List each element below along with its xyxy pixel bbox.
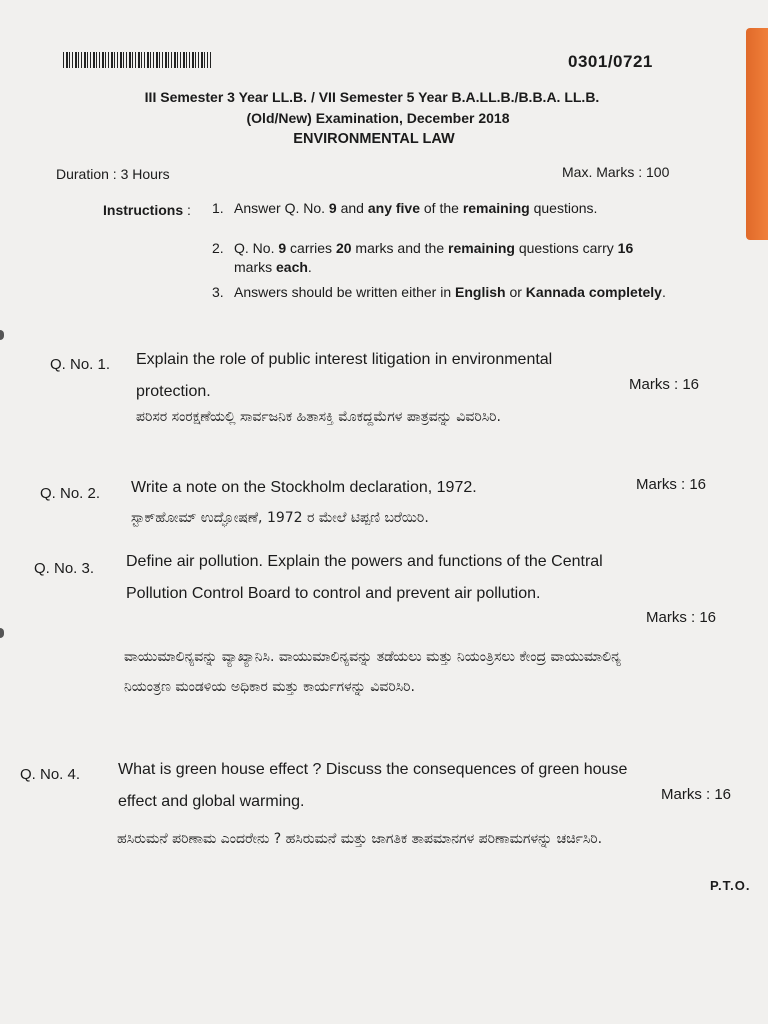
question-4-marks: Marks : 16 — [661, 786, 732, 803]
instruction-number: 2. — [212, 240, 224, 256]
barcode — [63, 52, 211, 68]
instruction-text: Q. No. — [234, 240, 279, 256]
instruction-emphasis: 9 — [328, 200, 337, 216]
instruction-1 — [212, 199, 614, 218]
punch-hole-mark — [0, 330, 4, 340]
instruction-emphasis: 9 — [278, 240, 287, 256]
instruction-emphasis: remaining — [462, 200, 530, 216]
instruction-emphasis: Kannada — [525, 284, 585, 300]
instruction-text: questions. — [529, 200, 598, 216]
punch-hole-mark — [0, 628, 4, 638]
question-3-marks: Marks : 16 — [646, 609, 717, 626]
question-4-kannada: ಹಸಿರುಮನೆ ಪರಿಣಾಮ ಎಂದರೇನು ? ಹಸಿರುಮನೆ ಮತ್ತು ಜಾಗತಿಕ ತಾಪಮಾನಗಳ ಪರಿಣಾಮಗಳನ್ನು ಚರ್ಚಿಸಿರಿ. — [117, 831, 603, 847]
question-1-marks: Marks : 16 — [629, 376, 700, 393]
instruction-text: carries — [286, 240, 336, 256]
instruction-text: . — [661, 284, 666, 300]
question-3-label: Q. No. 3. — [34, 560, 95, 577]
question-1-label: Q. No. 1. — [50, 356, 111, 373]
question-2-label: Q. No. 2. — [40, 485, 101, 502]
duration: Duration : 3 Hours — [56, 166, 170, 182]
pto-label: P.T.O. — [710, 878, 751, 893]
instruction-emphasis: any five — [367, 200, 420, 216]
question-4-text: What is green house effect ? Discuss the consequences of green house effect and global warming. — [118, 761, 628, 810]
instruction-emphasis: 20 — [335, 240, 352, 256]
paper-code: 0301/0721 — [568, 52, 653, 71]
question-4-label: Q. No. 4. — [20, 766, 81, 783]
instruction-emphasis: English — [455, 284, 506, 300]
instruction-text: questions carry — [514, 240, 618, 256]
exam-course-line: III Semester 3 Year LL.B. / VII Semester 5 Year B.A.LL.B./B.B.A. LL.B. — [144, 89, 600, 105]
question-1-kannada: ಪರಿಸರ ಸಂರಕ್ಷಣೆಯಲ್ಲಿ ಸಾರ್ವಜನಿಕ ಹಿತಾಸಕ್ತಿ ಮೊಕದ್ದಮೆಗಳ ಪಾತ್ರವನ್ನು ವಿವರಿಸಿರಿ. — [136, 409, 501, 425]
instruction-emphasis: each — [276, 259, 308, 275]
instruction-emphasis: completely — [588, 284, 662, 300]
question-3-text: Define air pollution. Explain the powers and functions of the Central Pollution Control Board to control and prevent air pollution. — [126, 553, 603, 602]
max-marks: Max. Marks : 100 — [562, 164, 670, 180]
exam-session-line: (Old/New) Examination, December 2018 — [246, 110, 510, 126]
instructions-label-text: Instructions — [103, 202, 184, 218]
instruction-text: and — [336, 200, 368, 216]
instruction-text: of the — [420, 200, 463, 216]
instruction-text: . — [307, 259, 312, 275]
instructions-label: Instructions : — [103, 202, 191, 218]
question-3-kannada: ವಾಯುಮಾಲಿನ್ಯವನ್ನು ವ್ಯಾಖ್ಯಾನಿಸಿ. ವಾಯುಮಾಲಿನ್ಯವನ್ನು ತಡೆಯಲು ಮತ್ತು ನಿಯಂತ್ರಿಸಲು ಕೇಂದ್ರ ವಾಯುಮಾಲಿನ್ಯ ನಿಯಂತ್ರಣ ಮಂಡಳಿಯ ಅಧಿಕಾರ ಮತ್ತು ಕಾರ್ಯಗಳನ್ನು ವಿವರಿಸಿರಿ. — [124, 649, 621, 695]
subject-title: ENVIRONMENTAL LAW — [293, 131, 455, 147]
instruction-emphasis: 16 — [617, 240, 634, 256]
instruction-text: marks — [234, 259, 276, 275]
question-2-text: Write a note on the Stockholm declaration, 1972. — [131, 479, 477, 496]
instruction-number: 3. — [212, 284, 224, 300]
question-1-text: Explain the role of public interest litigation in environmental protection. — [136, 351, 553, 400]
instruction-3 — [212, 283, 674, 302]
instruction-text: or — [505, 284, 526, 300]
instruction-emphasis: remaining — [448, 240, 515, 256]
question-2-kannada: ಸ್ಟಾಕ್‌ಹೋಮ್ ಉದ್ಘೋಷಣೆ, 1972 ರ ಮೇಲೆ ಟಿಪ್ಪಣಿ ಬರೆಯಿರಿ. — [131, 510, 429, 526]
instruction-2 — [212, 239, 674, 277]
question-2-marks: Marks : 16 — [636, 476, 707, 493]
instruction-text: Answers should be written either in — [234, 284, 455, 300]
instruction-number: 1. — [212, 200, 224, 216]
instruction-text: Answer Q. No. — [234, 200, 329, 216]
instruction-text: marks and the — [351, 240, 449, 256]
